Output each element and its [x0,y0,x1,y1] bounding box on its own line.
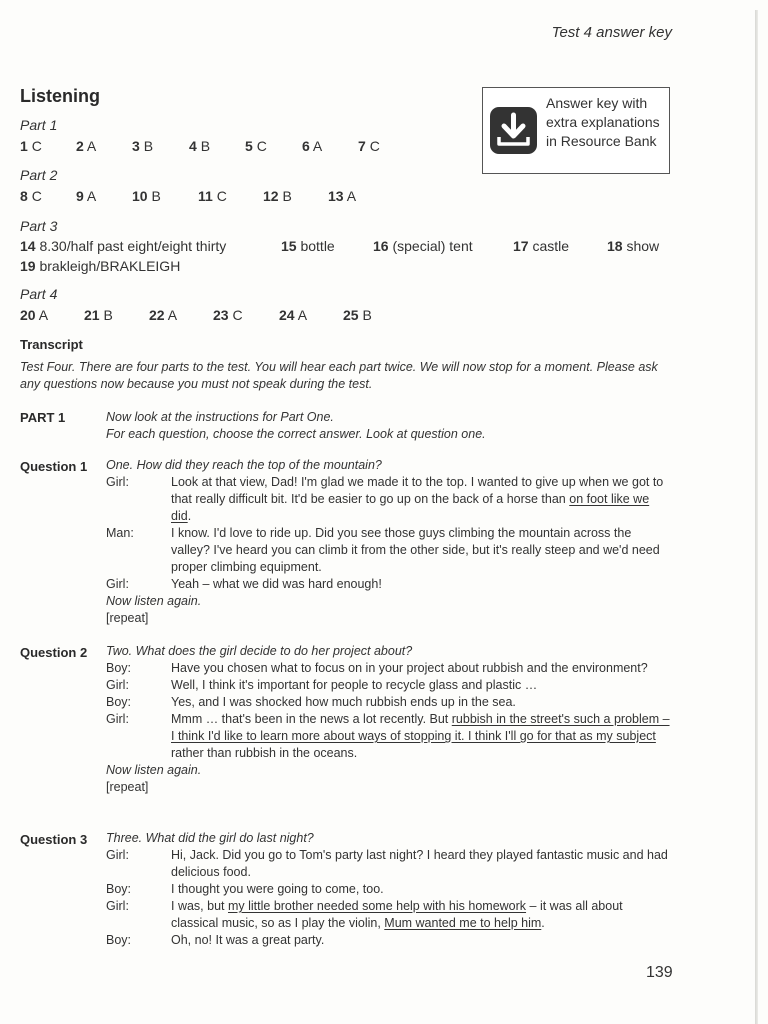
question-prompt: Two. What does the girl decide to do her project about? [106,644,413,658]
dialogue-line: Boy: Oh, no! It was a great party. [106,933,325,947]
page-number: 139 [646,964,673,981]
underlined-answer: on foot like we did [171,492,650,523]
question-prompt: Three. What did the girl do last night? [106,831,314,845]
answer-item: 4 B [189,138,211,154]
resource-bank-box[interactable] [482,87,670,174]
answer-item: 22 A [149,307,178,323]
question-prompt: One. How did they reach the top of the mountain? [106,458,382,472]
section-title: Listening [20,86,100,106]
instruction-line: Now look at the instructions for Part One. [106,410,334,424]
answer-item: 18 show [607,238,660,254]
underlined-answer: rubbish in the street's such a problem – I think I'd like to learn more about ways of stopping it. I think I'll go for that as my subject [171,712,670,743]
header-title: Test 4 answer key [551,24,672,41]
dialogue-line: Girl: Well, I think it's important for people to recycle glass and plastic … [106,678,538,692]
answer-item: 12 B [263,188,292,204]
speaker: Boy: [106,695,132,709]
speaker: Girl: [106,678,129,692]
speaker: Boy: [106,933,132,947]
answer-item: 10 B [132,188,161,204]
repeat-marker: [repeat] [106,611,149,625]
speaker: Girl: [106,475,129,489]
answer-item: 8 C [20,188,42,204]
question-2-label: Question 2 [20,645,88,660]
question-3-label: Question 3 [20,832,88,847]
question-1-label: Question 1 [20,459,88,474]
answer-item: 25 B [343,307,372,323]
answer-item: 3 B [132,138,154,154]
resource-box-text: Answer key with extra explanations in Resource Bank [546,95,660,149]
part-1-label: Part 1 [20,117,58,133]
transcript-intro: Test Four. There are four parts to the test. You will hear each part twice. We will now stop for a moment. Please ask any questions now because you must not speak during the test. [20,360,658,391]
speaker: Girl: [106,899,129,913]
speaker: Man: [106,526,134,540]
answer-item: 6 A [302,138,323,154]
speaker: Girl: [106,577,129,591]
part-4-label: Part 4 [20,286,58,302]
page-edge [755,10,758,1024]
answer-item: 21 B [84,307,113,323]
answer-item: 16 (special) tent [373,238,473,254]
question-3-block [106,830,670,949]
answer-item: 19 brakleigh/BRAKLEIGH [20,258,181,274]
underlined-answer: Mum wanted me to help him [384,916,542,930]
dialogue-line: Girl: Yeah – what we did was hard enough! [106,577,382,591]
speaker: Girl: [106,848,129,862]
speaker: Boy: [106,882,132,896]
speaker: Girl: [106,712,129,726]
answer-item: 13 A [328,188,357,204]
answer-item: 14 8.30/half past eight/eight thirty [20,238,227,254]
answer-item: 20 A [20,307,49,323]
listen-again: Now listen again. [106,594,202,608]
part-1-heading: PART 1 [20,410,66,425]
answer-item: 2 A [76,138,97,154]
part-3-label: Part 3 [20,218,58,234]
answer-item: 23 C [213,307,243,323]
dialogue-line: Boy: Have you chosen what to focus on in your project about rubbish and the environment? [106,661,648,675]
dialogue-line: Boy: I thought you were going to come, too. [106,882,384,896]
answer-item: 24 A [279,307,308,323]
answer-item: 15 bottle [281,238,335,254]
repeat-marker: [repeat] [106,780,149,794]
dialogue-line: Girl: Look at that view, Dad! I'm glad we made it to the top. I wanted to give up when we got to that really difficult bit. It'd be easier to go up on the back of a horse than on foot like we did. [106,475,664,523]
transcript-title: Transcript [20,337,83,352]
question-2-block [106,643,670,796]
dialogue-line: Girl: I was, but my little brother needed some help with his homework – it was all about classical music, so as I play the violin, Mum wanted me to help him. [106,899,623,930]
question-1-block [106,457,670,627]
answer-item: 5 C [245,138,267,154]
answer-item: 1 C [20,138,42,154]
answer-item: 9 A [76,188,97,204]
part-2-label: Part 2 [20,167,58,183]
answer-item: 17 castle [513,238,570,254]
answer-item: 7 C [358,138,380,154]
dialogue-line: Girl: Mmm … that's been in the news a lot recently. But rubbish in the street's such a problem – I think I'd like to learn more about ways of stopping it. I think I'll go for that as my subject rather than rubbish in the oceans. [106,712,670,760]
dialogue-line: Boy: Yes, and I was shocked how much rubbish ends up in the sea. [106,695,516,709]
dialogue-line: Man: I know. I'd love to ride up. Did you see those guys climbing the mountain across the valley? I've heard you can climb it from the other side, but it's really steep and we'd need proper climbing equipment. [106,526,660,574]
download-icon [490,107,537,154]
speaker: Boy: [106,661,132,675]
answer-item: 11 C [198,188,227,204]
dialogue-line: Girl: Hi, Jack. Did you go to Tom's party last night? I heard they played fantastic music and had delicious food. [106,848,668,879]
instruction-line: For each question, choose the correct answer. Look at question one. [106,427,486,441]
underlined-answer: my little brother needed some help with his homework [227,899,527,913]
part-1-instructions [106,409,670,443]
listen-again: Now listen again. [106,763,202,777]
